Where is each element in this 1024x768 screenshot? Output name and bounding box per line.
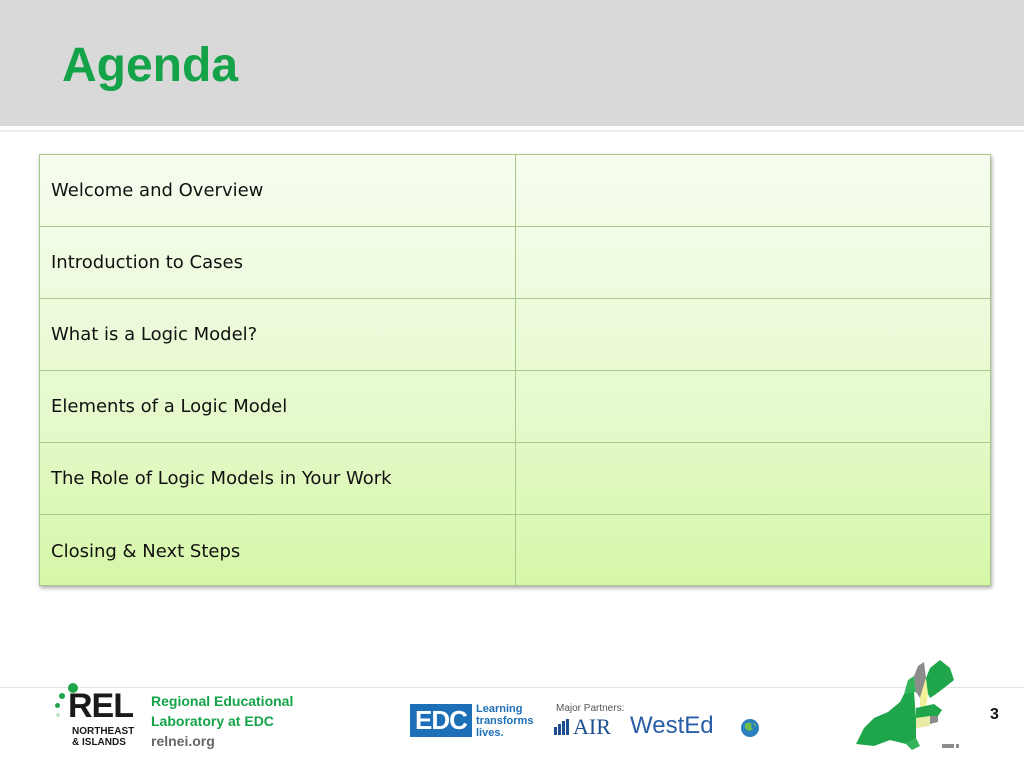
agenda-item-cell — [40, 299, 516, 370]
lab-name-line2: Laboratory at EDC — [151, 713, 274, 729]
agenda-item-text: Introduction to Cases — [51, 252, 243, 273]
agenda-note-cell — [516, 299, 990, 370]
air-logo-text: AIR — [573, 714, 611, 739]
agenda-item-cell — [40, 443, 516, 514]
slide-number: 3 — [990, 706, 999, 723]
edc-logo: EDC — [410, 704, 472, 737]
header-divider — [0, 130, 1024, 132]
slide-title: Agenda — [62, 39, 239, 92]
agenda-item-text: What is a Logic Model? — [51, 324, 258, 345]
agenda-item-text: Elements of a Logic Model — [51, 396, 288, 417]
agenda-row — [40, 443, 990, 515]
agenda-item-cell — [40, 371, 516, 442]
agenda-row — [40, 227, 990, 299]
agenda-note-cell — [516, 443, 990, 514]
agenda-table — [39, 154, 991, 586]
rel-logo-wordmark: REL — [68, 687, 133, 725]
agenda-row — [40, 371, 990, 443]
lab-info — [151, 691, 293, 751]
rel-logo — [52, 683, 142, 753]
agenda-item-text: Welcome and Overview — [51, 180, 264, 201]
agenda-row — [40, 155, 990, 227]
agenda-row — [40, 515, 990, 587]
agenda-item-text: The Role of Logic Models in Your Work — [51, 468, 392, 489]
agenda-note-cell — [516, 371, 990, 442]
agenda-note-cell — [516, 155, 990, 226]
agenda-note-cell — [516, 227, 990, 298]
agenda-item-cell — [40, 227, 516, 298]
agenda-note-cell — [516, 515, 990, 587]
agenda-item-text: Closing & Next Steps — [51, 540, 241, 562]
wested-logo: WestEd — [630, 712, 714, 739]
lab-url: relnei.org — [151, 733, 215, 749]
air-logo — [554, 714, 611, 740]
agenda-item-cell — [40, 515, 516, 587]
lab-name-line1: Regional Educational — [151, 693, 294, 709]
edc-tagline — [476, 703, 533, 739]
edc-tagline-line: transforms — [476, 715, 534, 727]
rel-logo-line2: & ISLANDS — [72, 737, 126, 748]
air-mark-icon — [554, 719, 570, 735]
northeast-map-icon — [854, 658, 960, 754]
edc-tagline-line: Learning — [476, 703, 523, 715]
edc-tagline-line: lives. — [476, 727, 504, 739]
rel-logo-line1: NORTHEAST — [72, 726, 135, 737]
globe-icon — [740, 718, 760, 738]
partners-label: Major Partners: — [556, 703, 625, 714]
agenda-item-cell — [40, 155, 516, 226]
agenda-row — [40, 299, 990, 371]
